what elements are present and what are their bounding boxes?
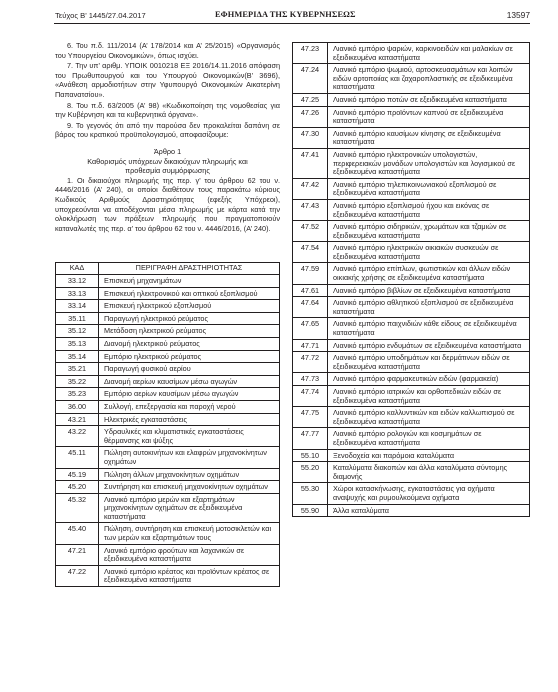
kad-code: 47.77 — [293, 428, 328, 449]
activity-description: Πώληση αυτοκινήτων και ελαφρών μηχανοκίνητων οχημάτων — [99, 447, 280, 468]
article-paragraph-1: 1. Οι δικαιούχοι πληρωμής της περ. γ’ του άρθρου 62 του ν. 4446/2016 (Α’ 240), οι οποίοι διαθέτουν τους παρακάτω κύριους Κωδικούς Αριθμούς Δραστηριότητας (εφεξής Υπόχρεοι), υποχρεούνται να αποδέχονται μέσα πληρωμής με κάρτα κατά την ολοκλήρωση των πράξεων πληρωμής που πραγματοποιούν καταναλωτές της περ. α’ του άρθρου 62 του ν. 4446/2016, (Α’ 240). — [55, 175, 280, 233]
table-row — [293, 199, 530, 220]
table-row — [56, 287, 280, 300]
activity-description: Λιανικό εμπόριο εξοπλισμού ήχου και εικόνας σε εξειδικευμένα καταστήματα — [328, 199, 530, 220]
paragraph-7: 7. Την υπ’ αριθμ. ΥΠΟΙΚ 0010218 ΕΞ 2016/14.11.2016 απόφαση του Πρωθυπουργού και του Υπουργού Οικονομικών(Β’ 3696), «Ανάθεση αρμοδιοτήτων στην Υφυπουργό Οικονομικών Αικατερίνη Παπανατσίου». — [55, 61, 280, 99]
table-row — [56, 325, 280, 338]
kad-code: 47.22 — [56, 565, 99, 586]
table-row — [56, 350, 280, 363]
table-row — [56, 523, 280, 544]
kad-code: 47.64 — [293, 297, 328, 318]
table-row — [293, 407, 530, 428]
activity-description: Λιανικό εμπόριο προϊόντων καπνού σε εξειδικευμένα καταστήματα — [328, 106, 530, 127]
table-row — [56, 363, 280, 376]
table-row — [56, 447, 280, 468]
kad-code: 47.24 — [293, 64, 328, 94]
activity-description: Εμπόριο αερίων καυσίμων μέσω αγωγών — [99, 388, 280, 401]
kad-code: 55.20 — [293, 462, 328, 483]
kad-code: 47.54 — [293, 242, 328, 263]
table-row — [56, 493, 280, 523]
kad-table-left — [55, 262, 280, 587]
activity-description: Συντήρηση και επισκευή μηχανοκίνητων οχημάτων — [99, 481, 280, 494]
activity-description: Λιανικό εμπόριο ηλεκτρικών οικιακών συσκευών σε εξειδικευμένα καταστήματα — [328, 242, 530, 263]
header-rule — [54, 23, 530, 24]
activity-description: Παραγωγή ηλεκτρικού ρεύματος — [99, 312, 280, 325]
gazette-title: ΕΦΗΜΕΡΙΔΑ ΤΗΣ ΚΥΒΕΡΝΗΣΕΩΣ — [215, 10, 356, 19]
kad-code: 45.40 — [56, 523, 99, 544]
table-row — [56, 413, 280, 426]
table-row — [293, 43, 530, 64]
article-subtitle: Καθορισμός υπόχρεων δικαιούχων πληρωμής και προθεσμία συμμόρφωσης — [87, 156, 248, 176]
kad-code: 47.30 — [293, 127, 328, 148]
table-row — [293, 106, 530, 127]
column-header-description: ΠΕΡΙΓΡΑΦΗ ΔΡΑΣΤΗΡΙΟΤΗΤΑΣ — [99, 263, 280, 275]
table-row — [293, 352, 530, 373]
table-row — [293, 284, 530, 297]
table-row — [56, 565, 280, 586]
table-row — [56, 400, 280, 413]
page-number: 13597 — [506, 10, 530, 20]
table-row — [56, 337, 280, 350]
activity-description: Λιανικό εμπόριο παιχνιδιών κάθε είδους σε εξειδικευμένα καταστήματα — [328, 318, 530, 339]
activity-description: Λιανικό εμπόριο φρούτων και λαχανικών σε εξειδικευμένα καταστήματα — [99, 544, 280, 565]
activity-description: Λιανικό εμπόριο βιβλίων σε εξειδικευμένα καταστήματα — [328, 284, 530, 297]
activity-description: Επισκευή ηλεκτρικού εξοπλισμού — [99, 300, 280, 313]
activity-description: Λιανικό εμπόριο ρολογιών και κοσμημάτων σε εξειδικευμένα καταστήματα — [328, 428, 530, 449]
kad-code: 47.72 — [293, 352, 328, 373]
table-row — [293, 127, 530, 148]
table-row — [56, 275, 280, 288]
article-title: Άρθρο 1 — [153, 146, 182, 156]
activity-description: Διανομή ηλεκτρικού ρεύματος — [99, 337, 280, 350]
activity-description: Ηλεκτρικές εγκαταστάσεις — [99, 413, 280, 426]
table-row — [293, 64, 530, 94]
table-row — [293, 386, 530, 407]
kad-code: 36.00 — [56, 400, 99, 413]
paragraph-6: 6. Του π.δ. 111/2014 (Α’ 178/2014 και Α’ 25/2015) «Οργανισμός του Υπουργείου Οικονομικών», όπως ισχύει. — [55, 41, 280, 60]
table-row — [56, 426, 280, 447]
activity-description: Λιανικό εμπόριο υποδημάτων και δερμάτινων ειδών σε εξειδικευμένα καταστήματα — [328, 352, 530, 373]
table-row — [293, 148, 530, 178]
kad-code: 33.13 — [56, 287, 99, 300]
kad-code: 47.75 — [293, 407, 328, 428]
activity-description: Παραγωγή φυσικού αερίου — [99, 363, 280, 376]
table-row — [56, 300, 280, 313]
kad-code: 47.42 — [293, 178, 328, 199]
activity-description: Επισκευή μηχανημάτων — [99, 275, 280, 288]
kad-code: 47.25 — [293, 93, 328, 106]
activity-description: Εμπόριο ηλεκτρικού ρεύματος — [99, 350, 280, 363]
activity-description: Λιανικό εμπόριο ηλεκτρονικών υπολογιστών, περιφερειακών μονάδων υπολογιστών και λογισμικού σε εξειδικευμένα καταστήματα — [328, 148, 530, 178]
kad-code: 47.21 — [56, 544, 99, 565]
table-row — [56, 312, 280, 325]
table-header-row — [56, 263, 280, 275]
activity-description: Λιανικό εμπόριο επίπλων, φωτιστικών και άλλων ειδών οικιακής χρήσης σε εξειδικευμένα καταστήματα — [328, 263, 530, 284]
table-row — [293, 339, 530, 352]
table-row — [293, 263, 530, 284]
table-row — [293, 428, 530, 449]
activity-description: Καταλύματα διακοπών και άλλα καταλύματα σύντομης διαμονής — [328, 462, 530, 483]
table-row — [293, 462, 530, 483]
kad-code: 35.12 — [56, 325, 99, 338]
activity-description: Πώληση, συντήρηση και επισκευή μοτοσικλετών και των μερών και εξαρτημάτων τους — [99, 523, 280, 544]
kad-code: 35.22 — [56, 375, 99, 388]
table-row — [56, 375, 280, 388]
kad-code: 47.65 — [293, 318, 328, 339]
kad-code: 47.41 — [293, 148, 328, 178]
table-row — [293, 373, 530, 386]
kad-code: 35.21 — [56, 363, 99, 376]
kad-code: 55.10 — [293, 449, 328, 462]
activity-description: Λιανικό εμπόριο ιατρικών και ορθοπεδικών ειδών σε εξειδικευμένα καταστήματα — [328, 386, 530, 407]
kad-code: 43.22 — [56, 426, 99, 447]
table-row — [293, 318, 530, 339]
activity-description: Διανομή αερίων καυσίμων μέσω αγωγών — [99, 375, 280, 388]
activity-description: Άλλα καταλύματα — [328, 504, 530, 517]
kad-code: 55.90 — [293, 504, 328, 517]
activity-description: Ξενοδοχεία και παρόμοια καταλύματα — [328, 449, 530, 462]
activity-description: Λιανικό εμπόριο μερών και εξαρτημάτων μηχανοκίνητων οχημάτων σε εξειδικευμένα καταστήματα — [99, 493, 280, 523]
activity-description: Χώροι κατασκήνωσης, εγκαταστάσεις για οχήματα αναψυχής και ρυμουλκούμενα οχήματα — [328, 483, 530, 504]
activity-description: Λιανικό εμπόριο καυσίμων κίνησης σε εξειδικευμένα καταστήματα — [328, 127, 530, 148]
activity-description: Επισκευή ηλεκτρονικού και οπτικού εξοπλισμού — [99, 287, 280, 300]
activity-description: Λιανικό εμπόριο σιδηρικών, χρωμάτων και τζαμιών σε εξειδικευμένα καταστήματα — [328, 221, 530, 242]
kad-code: 47.71 — [293, 339, 328, 352]
table-row — [56, 388, 280, 401]
paragraph-8: 8. Του π.δ. 63/2005 (Α’ 98) «Κωδικοποίηση της νομοθεσίας για την Κυβέρνηση και τα κυβερνητικά όργανα». — [55, 100, 280, 120]
activity-description: Λιανικό εμπόριο κρέατος και προϊόντων κρέατος σε εξειδικευμένα καταστήματα — [99, 565, 280, 586]
activity-description: Λιανικό εμπόριο ενδυμάτων σε εξειδικευμένα καταστήματα — [328, 339, 530, 352]
activity-description: Λιανικό εμπόριο ψαριών, καρκινοειδών και μαλακίων σε εξειδικευμένα καταστήματα — [328, 43, 530, 64]
issue-info: Τεύχος Β’ 1445/27.04.2017 — [55, 11, 146, 20]
left-text-column — [55, 41, 280, 234]
kad-code: 33.12 — [56, 275, 99, 288]
kad-code: 47.52 — [293, 221, 328, 242]
kad-code: 47.23 — [293, 43, 328, 64]
table-row — [293, 483, 530, 504]
table-row — [56, 544, 280, 565]
kad-code: 45.19 — [56, 468, 99, 481]
activity-description: Υδραυλικές και κλιματιστικές εγκαταστάσεις θέρμανσης και ψύξης — [99, 426, 280, 447]
kad-table-right — [292, 42, 530, 517]
table-row — [293, 504, 530, 517]
activity-description: Λιανικό εμπόριο αθλητικού εξοπλισμού σε εξειδικευμένα καταστήματα — [328, 297, 530, 318]
kad-code: 45.20 — [56, 481, 99, 494]
table-row — [293, 221, 530, 242]
table-row — [56, 468, 280, 481]
activity-description: Πώληση άλλων μηχανοκίνητων οχημάτων — [99, 468, 280, 481]
kad-code: 47.61 — [293, 284, 328, 297]
activity-description: Λιανικό εμπόριο τηλεπικοινωνιακού εξοπλισμού σε εξειδικευμένα καταστήματα — [328, 178, 530, 199]
kad-code: 35.14 — [56, 350, 99, 363]
kad-code: 47.74 — [293, 386, 328, 407]
kad-code: 33.14 — [56, 300, 99, 313]
article-heading — [55, 147, 280, 176]
kad-code: 47.73 — [293, 373, 328, 386]
kad-table-right-body — [293, 43, 530, 517]
kad-code: 47.59 — [293, 263, 328, 284]
activity-description: Λιανικό εμπόριο φαρμακευτικών ειδών (φαρμακεία) — [328, 373, 530, 386]
activity-description: Μετάδοση ηλεκτρικού ρεύματος — [99, 325, 280, 338]
table-row — [293, 297, 530, 318]
activity-description: Λιανικό εμπόριο ποτών σε εξειδικευμένα καταστήματα — [328, 93, 530, 106]
activity-description: Συλλογή, επεξεργασία και παροχή νερού — [99, 400, 280, 413]
column-header-code: ΚΑΔ — [56, 263, 99, 275]
kad-code: 43.21 — [56, 413, 99, 426]
paragraph-9: 9. Το γεγονός ότι από την παρούσα δεν προκαλείται δαπάνη σε βάρος του κρατικού προϋπολογισμού, αποφασίζουμε: — [55, 120, 280, 140]
kad-code: 47.26 — [293, 106, 328, 127]
kad-code: 47.43 — [293, 199, 328, 220]
page-header — [0, 0, 558, 30]
table-row — [293, 178, 530, 199]
table-row — [293, 93, 530, 106]
kad-code: 45.32 — [56, 493, 99, 523]
kad-code: 55.30 — [293, 483, 328, 504]
kad-table-left-body — [56, 275, 280, 587]
table-row — [293, 242, 530, 263]
kad-code: 35.11 — [56, 312, 99, 325]
table-row — [56, 481, 280, 494]
table-row — [293, 449, 530, 462]
kad-code: 35.13 — [56, 337, 99, 350]
kad-code: 45.11 — [56, 447, 99, 468]
kad-code: 35.23 — [56, 388, 99, 401]
activity-description: Λιανικό εμπόριο καλλυντικών και ειδών καλλωπισμού σε εξειδικευμένα καταστήματα — [328, 407, 530, 428]
activity-description: Λιανικό εμπόριο ψωμιού, αρτοσκευασμάτων και λοιπών ειδών αρτοποιίας και ζαχαροπλαστικής σε εξειδικευμένα καταστήματα — [328, 64, 530, 94]
